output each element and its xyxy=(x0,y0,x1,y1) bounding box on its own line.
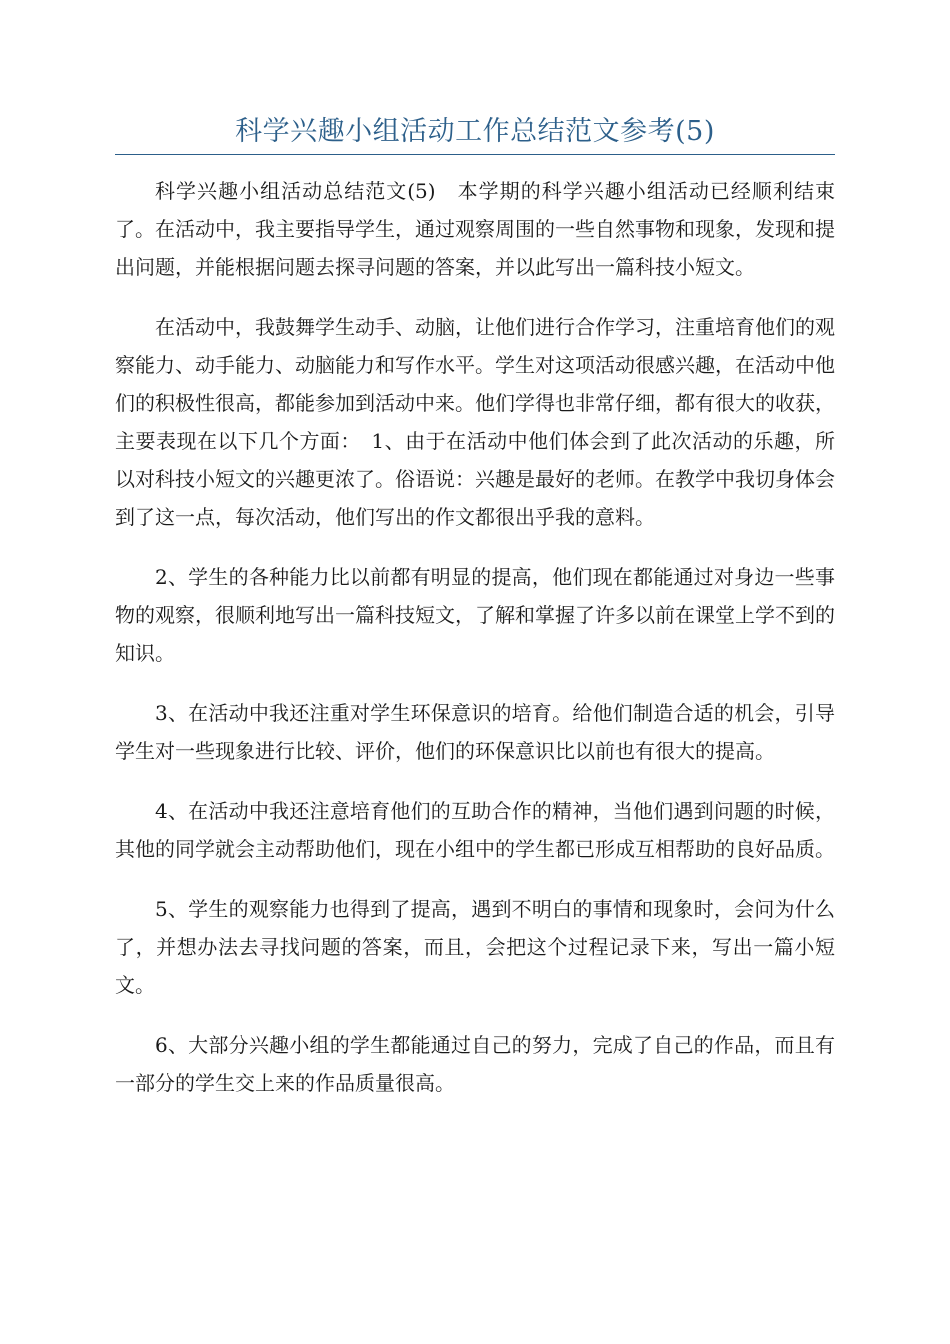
paragraph-7: 6、大部分兴趣小组的学生都能通过自己的努力，完成了自己的作品，而且有一部分的学生交上来的作品质量很高。 xyxy=(115,1033,835,1095)
document-title: 科学兴趣小组活动工作总结范文参考(5) xyxy=(235,116,715,147)
paragraph-4: 3、在活动中我还注重对学生环保意识的培育。给他们制造合适的机会，引导学生对一些现象进行比较、评价，他们的环保意识比以前也有很大的提高。 xyxy=(115,701,835,763)
document-body xyxy=(115,172,835,1124)
paragraph-2: 在活动中，我鼓舞学生动手、动脑，让他们进行合作学习，注重培育他们的观察能力、动手能力、动脑能力和写作水平。学生对这项活动很感兴趣，在活动中他们的积极性很高，都能参加到活动中来。他们学得也非常仔细，都有很大的收获，主要表现在以下几个方面： 1、由于在活动中他们体会到了此次活动的乐趣，所以对科技小短文的兴趣更浓了。俗语说：兴趣是最好的老师。在教学中我切身体会到了这一点，每次活动，他们写出的作文都很出乎我的意料。 xyxy=(115,315,835,529)
paragraph-3: 2、学生的各种能力比以前都有明显的提高，他们现在都能通过对身边一些事物的观察，很顺利地写出一篇科技短文，了解和掌握了许多以前在课堂上学不到的知识。 xyxy=(115,565,835,665)
paragraph-6: 5、学生的观察能力也得到了提高，遇到不明白的事情和现象时，会问为什么了，并想办法去寻找问题的答案，而且，会把这个过程记录下来，写出一篇小短文。 xyxy=(115,897,835,997)
paragraph-1: 科学兴趣小组活动总结范文(5) 本学期的科学兴趣小组活动已经顺利结束了。在活动中，我主要指导学生，通过观察周围的一些自然事物和现象，发现和提出问题，并能根据问题去探寻问题的答案，并以此写出一篇科技小短文。 xyxy=(115,179,835,279)
paragraph-5: 4、在活动中我还注意培育他们的互助合作的精神，当他们遇到问题的时候，其他的同学就会主动帮助他们，现在小组中的学生都已形成互相帮助的良好品质。 xyxy=(115,799,835,861)
title-underline xyxy=(115,154,835,155)
